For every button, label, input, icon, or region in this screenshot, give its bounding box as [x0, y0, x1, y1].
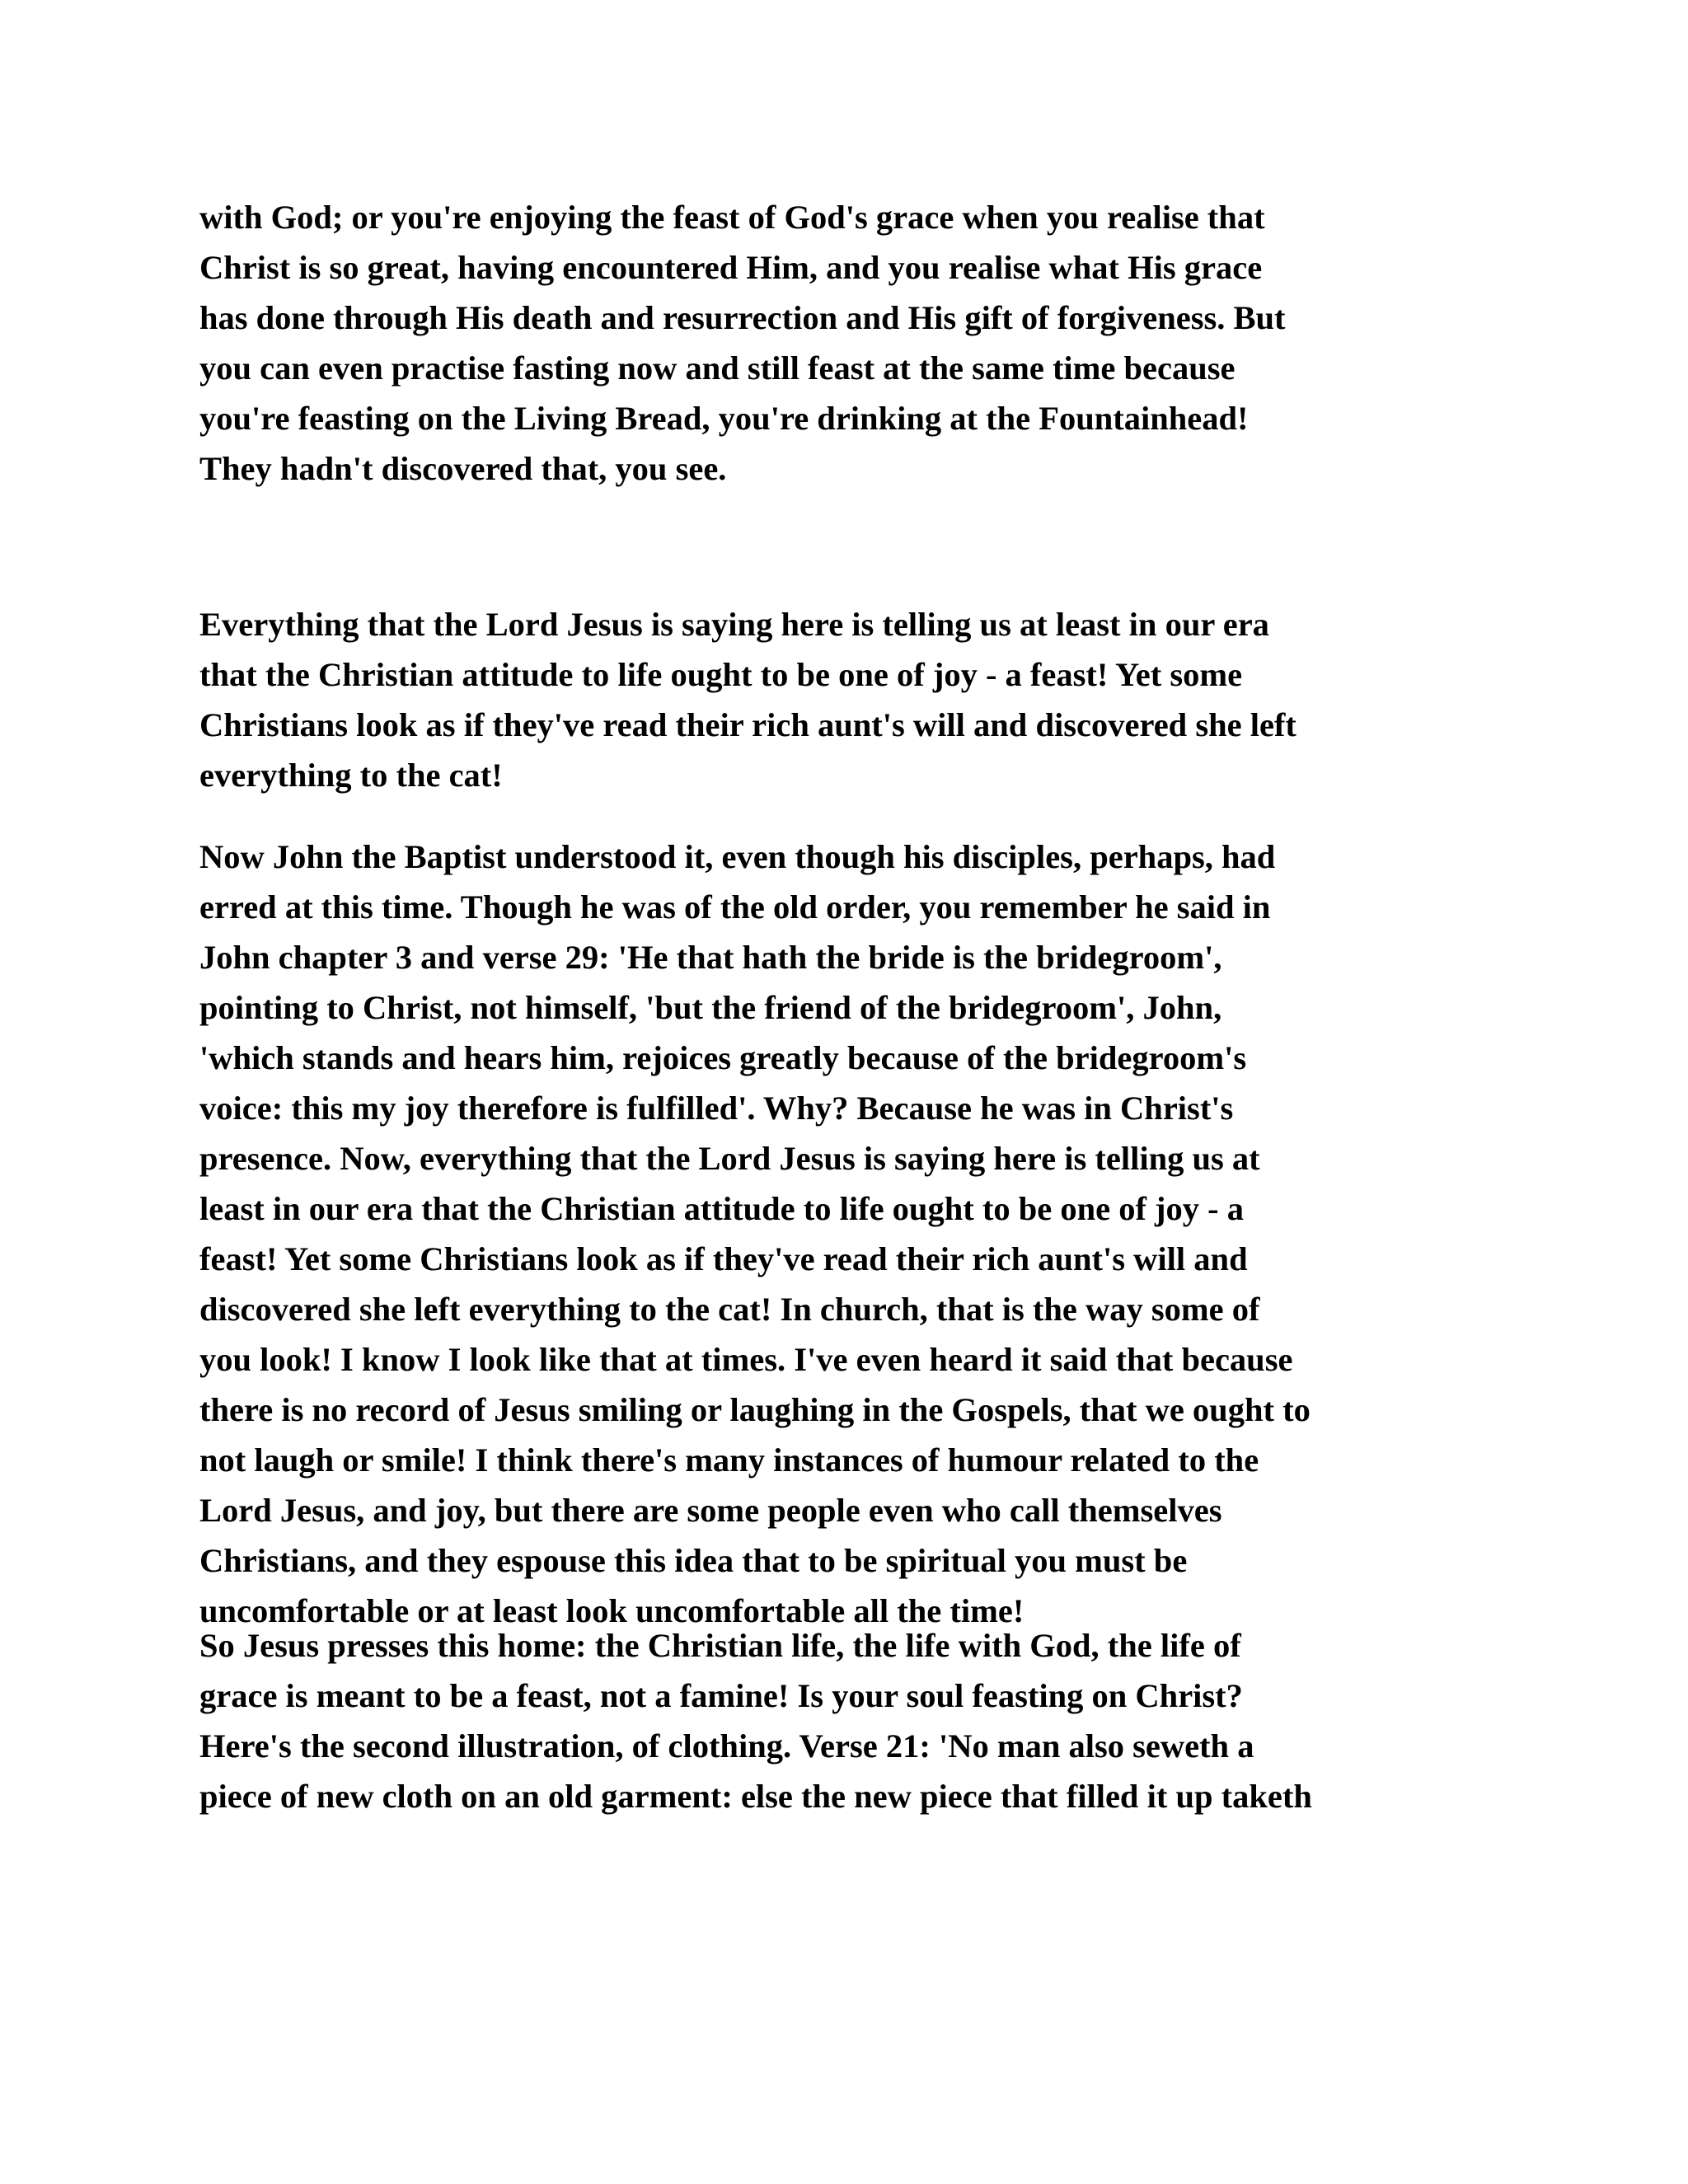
- paragraph-line: piece of new cloth on an old garment: else the new piece that filled it up taketh: [199, 1778, 1312, 1815]
- paragraph-line: you're feasting on the Living Bread, you're drinking at the Fountainhead!: [199, 400, 1249, 437]
- paragraph-4: [199, 1620, 1502, 1821]
- paragraph-line: feast! Yet some Christians look as if they've read their rich aunt's will and: [199, 1240, 1248, 1277]
- paragraph-line: Everything that the Lord Jesus is saying here is telling us at least in our era: [199, 606, 1269, 643]
- paragraph-line: voice: this my joy therefore is fulfilled'. Why? Because he was in Christ's: [199, 1090, 1234, 1127]
- paragraph-line: with God; or you're enjoying the feast of God's grace when you realise that: [199, 199, 1265, 236]
- paragraph-line: Lord Jesus, and joy, but there are some people even who call themselves: [199, 1492, 1222, 1529]
- paragraph-line: least in our era that the Christian attitude to life ought to be one of joy - a: [199, 1190, 1245, 1227]
- paragraph-line: Now John the Baptist understood it, even though his disciples, perhaps, had: [199, 838, 1276, 875]
- paragraph-line: you look! I know I look like that at times. I've even heard it said that because: [199, 1341, 1293, 1378]
- paragraph-line: you can even practise fasting now and still feast at the same time because: [199, 349, 1236, 387]
- paragraph-1: [199, 192, 1502, 494]
- paragraph-line: presence. Now, everything that the Lord Jesus is saying here is telling us at: [199, 1140, 1260, 1177]
- paragraph-line: Here's the second illustration, of clothing. Verse 21: 'No man also seweth a: [199, 1727, 1254, 1765]
- paragraph-line: Christians, and they espouse this idea that to be spiritual you must be: [199, 1542, 1188, 1579]
- paragraph-line: So Jesus presses this home: the Christian life, the life with God, the life of: [199, 1627, 1241, 1664]
- paragraph-line: pointing to Christ, not himself, 'but the friend of the bridegroom', John,: [199, 989, 1222, 1026]
- paragraph-line: has done through His death and resurrection and His gift of forgiveness. But: [199, 299, 1286, 336]
- paragraph-line: that the Christian attitude to life ought to be one of joy - a feast! Yet some: [199, 656, 1243, 693]
- paragraph-line: discovered she left everything to the cat! In church, that is the way some of: [199, 1291, 1260, 1328]
- paragraph-3: [199, 832, 1502, 1636]
- paragraph-line: everything to the cat!: [199, 757, 503, 794]
- paragraph-line: there is no record of Jesus smiling or laughing in the Gospels, that we ought to: [199, 1391, 1311, 1428]
- paragraph-2: [199, 599, 1502, 800]
- paragraph-line: John chapter 3 and verse 29: 'He that hath the bride is the bridegroom',: [199, 939, 1222, 976]
- paragraph-line: uncomfortable or at least look uncomfortable all the time!: [199, 1592, 1025, 1629]
- paragraph-line: 'which stands and hears him, rejoices greatly because of the bridegroom's: [199, 1039, 1247, 1076]
- paragraph-line: not laugh or smile! I think there's many instances of humour related to the: [199, 1441, 1259, 1479]
- paragraph-line: Christ is so great, having encountered Him, and you realise what His grace: [199, 249, 1263, 286]
- paragraph-line: grace is meant to be a feast, not a famine! Is your soul feasting on Christ?: [199, 1677, 1243, 1714]
- paragraph-line: They hadn't discovered that, you see.: [199, 450, 727, 487]
- paragraph-line: Christians look as if they've read their rich aunt's will and discovered she left: [199, 706, 1296, 743]
- paragraph-line: erred at this time. Though he was of the old order, you remember he said in: [199, 888, 1271, 926]
